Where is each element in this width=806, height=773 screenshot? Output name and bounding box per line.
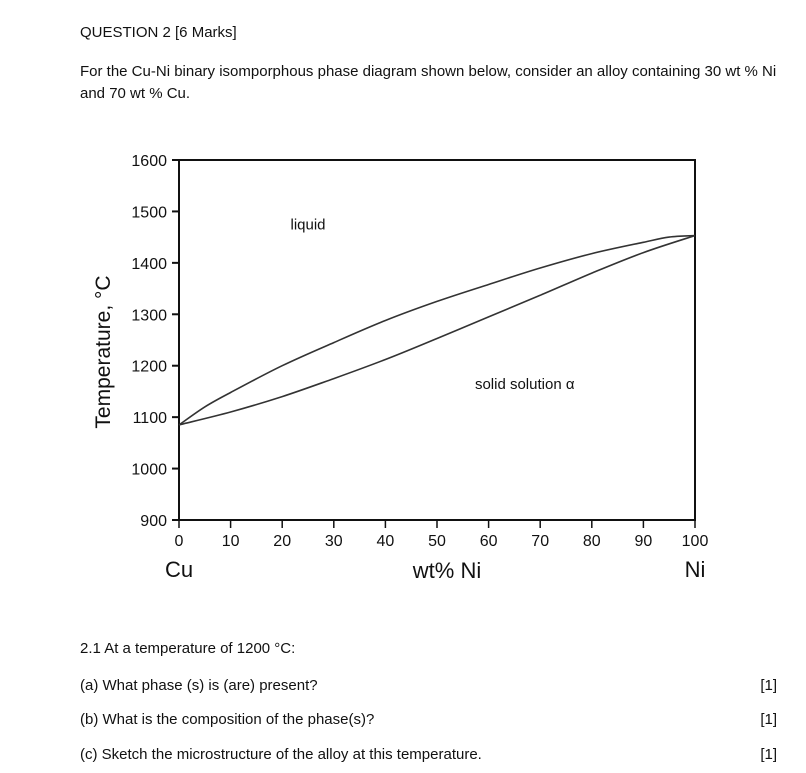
y-axis-label: Temperature, °C — [92, 275, 115, 429]
x-end-label-ni: Ni — [684, 557, 706, 582]
x-tick-label-70: 70 — [531, 533, 550, 550]
y-tick-label-1600: 1600 — [131, 153, 167, 170]
x-tick-label-0: 0 — [174, 533, 184, 550]
liquid-region-label: liquid — [290, 216, 326, 234]
chart-background — [88, 150, 710, 590]
question-item-a: (a) What phase (s) is (are) present? — [80, 677, 318, 694]
y-tick-label-1400: 1400 — [131, 255, 167, 273]
y-tick-label-900: 900 — [140, 513, 167, 530]
x-tick-label-60: 60 — [479, 533, 498, 550]
marks-item-b: [1] — [760, 711, 777, 728]
x-tick-label-30: 30 — [324, 533, 343, 550]
y-tick-label-1000: 1000 — [131, 461, 167, 479]
x-tick-label-40: 40 — [376, 533, 395, 550]
marks-item-c: [1] — [760, 746, 777, 763]
y-tick-label-1300: 1300 — [131, 307, 167, 325]
x-tick-label-10: 10 — [221, 533, 240, 550]
x-tick-label-80: 80 — [582, 533, 601, 550]
solid-solution-region-label: solid solution α — [474, 375, 575, 393]
part-heading: 2.1 At a temperature of 1200 °C: — [80, 640, 296, 657]
question-item-b: (b) What is the composition of the phase(s)? — [80, 711, 375, 728]
question-title: QUESTION 2 [6 Marks] — [80, 24, 237, 41]
x-end-label-cu: Cu — [164, 557, 194, 582]
y-tick-label-1100: 1100 — [132, 410, 167, 428]
x-tick-label-100: 100 — [681, 533, 709, 550]
phase-diagram-chart — [88, 150, 710, 590]
phase-diagram-svg — [88, 150, 710, 590]
y-tick-label-1500: 1500 — [131, 204, 167, 222]
question-intro: For the Cu-Ni binary isomporphous phase diagram shown below, consider an alloy containing 30 wt % Ni and 70 wt % Cu. — [80, 63, 777, 102]
x-tick-label-50: 50 — [428, 533, 446, 550]
question-item-c: (c) Sketch the microstructure of the alloy at this temperature. — [80, 746, 482, 763]
marks-item-a: [1] — [760, 677, 777, 694]
x-axis-label: wt% Ni — [412, 558, 482, 583]
y-tick-label-1200: 1200 — [131, 358, 167, 376]
x-tick-label-90: 90 — [634, 533, 653, 550]
x-tick-label-20: 20 — [273, 533, 292, 550]
